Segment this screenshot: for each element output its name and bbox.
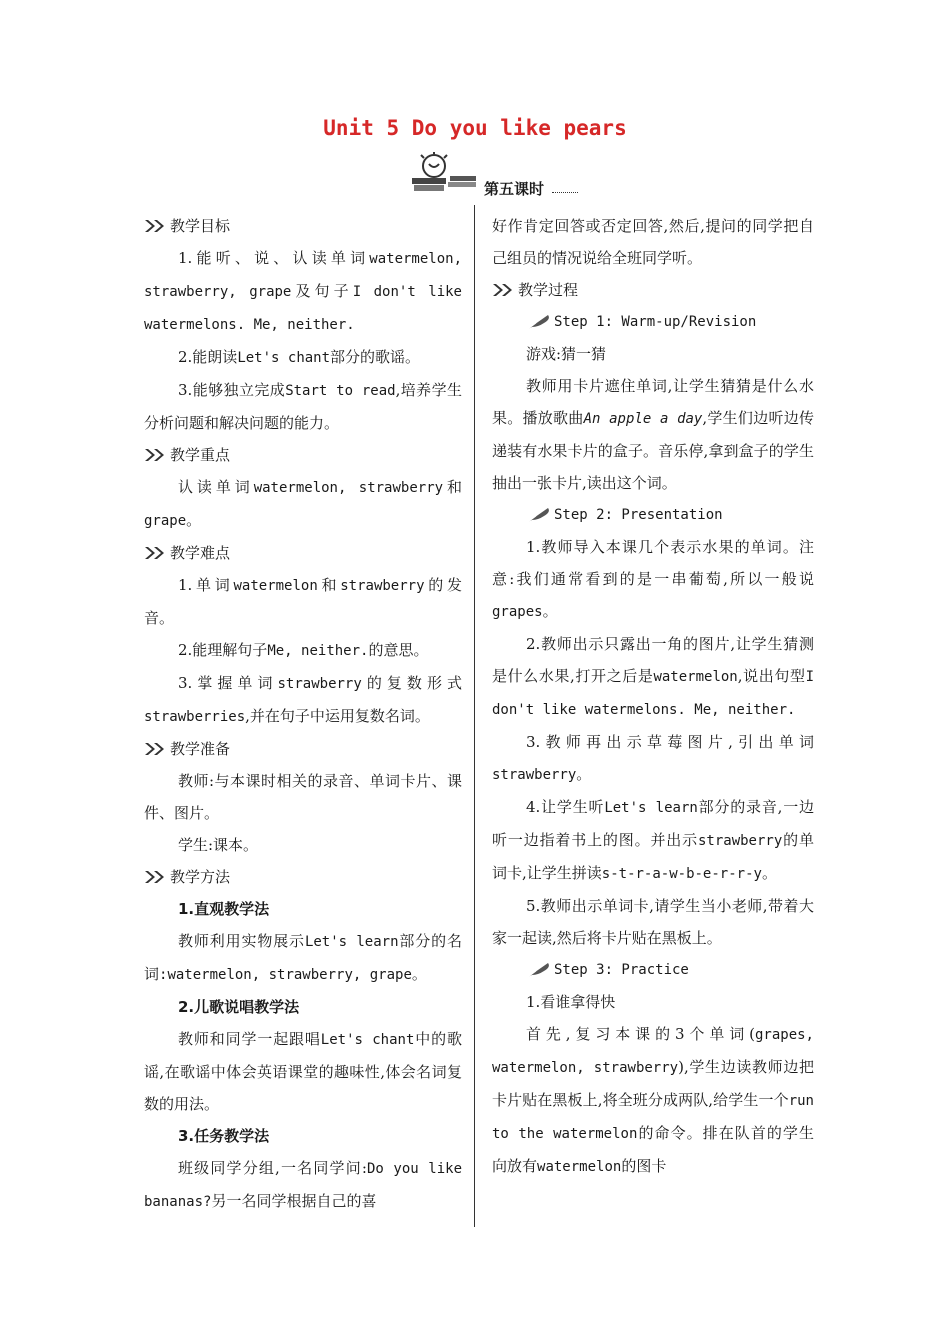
difficulty-1: 1.单词watermelon和strawberry的发音。 — [144, 576, 462, 627]
section-heading-key: 教学重点 — [144, 439, 462, 471]
double-chevron-icon — [144, 448, 168, 462]
method-2-text: 教师和同学一起跟唱Let's chant中的歌谣,在歌谣中体会英语课堂的趣味性,体会名词复数的用法。 — [144, 1030, 462, 1113]
double-chevron-icon — [144, 219, 168, 233]
difficulty-2: 2.能理解句子Me, neither.的意思。 — [178, 641, 429, 659]
step-3-text: 首先,复习本课的3个单词(grapes, watermelon, strawberry),学生边读教师边把卡片贴在黑板上,将全班分成两队,给学生一个run to the watermelon的命令。排在队首的学生向放有watermelon的图卡 — [492, 1025, 814, 1175]
method-1-title: 1.直观教学法 — [178, 900, 270, 918]
section-heading-process: 教学过程 — [492, 274, 814, 306]
double-chevron-icon — [144, 870, 168, 884]
method-3-text: 班级同学分组,一名同学问:Do you like bananas?另一名同学根据自己的喜 — [144, 1159, 463, 1210]
section-heading-prep: 教学准备 — [144, 733, 462, 765]
lightbulb-books-icon — [410, 152, 480, 196]
method-3-continued: 好作肯定回答或否定回答,然后,提问的同学把自己组员的情况说给全班同学听。 — [492, 217, 814, 267]
column-divider — [474, 205, 475, 1227]
method-1-text: 教师利用实物展示Let's learn部分的名词:watermelon, strawberry, grape。 — [144, 932, 462, 983]
game-title: 游戏:猜一猜 — [526, 345, 607, 363]
section-heading-goals: 教学目标 — [144, 210, 462, 242]
right-column — [492, 210, 814, 1183]
lesson-label: 第五课时 — [484, 180, 545, 198]
method-3-title: 3.任务教学法 — [178, 1127, 270, 1145]
lesson-header — [410, 152, 580, 196]
prep-student: 学生:课本。 — [178, 836, 259, 854]
section-heading-method: 教学方法 — [144, 861, 462, 893]
section-heading-difficulty: 教学难点 — [144, 537, 462, 569]
step-2-item-4: 4.让学生听Let's learn部分的录音,一边听一边指着书上的图。并出示strawberry的单词卡,让学生拼读s-t-r-a-w-b-e-r-r-y。 — [492, 798, 814, 882]
step-2-item-2: 2.教师出示只露出一角的图片,让学生猜测是什么水果,打开之后是watermelon,说出句型I don't like watermelons. Me, neither. — [492, 635, 814, 718]
goal-3: 3.能够独立完成Start to read,培养学生分析问题和解决问题的能力。 — [144, 381, 463, 432]
step-2-item-5: 5.教师出示单词卡,请学生当小老师,带着大家一起读,然后将卡片贴在黑板上。 — [492, 897, 814, 947]
double-chevron-icon — [144, 546, 168, 560]
double-chevron-icon — [492, 283, 516, 297]
left-column — [144, 210, 462, 1218]
page-title: Unit 5 Do you like pears — [323, 116, 627, 140]
prep-teacher: 教师:与本课时相关的录音、单词卡片、课件、图片。 — [144, 772, 462, 822]
goal-2: 2.能朗读Let's chant部分的歌谣。 — [178, 348, 421, 366]
step-1-text: 教师用卡片遮住单词,让学生猜猜是什么水果。播放歌曲An apple a day,学生们边听边传递装有水果卡片的盒子。音乐停,拿到盒子的学生抽出一张卡片,读出这个词。 — [492, 377, 814, 492]
quill-icon — [526, 506, 552, 524]
step-2-heading: Step 2: Presentation — [492, 499, 814, 531]
step-3-heading: Step 3: Practice — [492, 954, 814, 986]
quill-icon — [526, 313, 552, 331]
double-chevron-icon — [144, 742, 168, 756]
step-2-item-1: 1.教师导入本课几个表示水果的单词。注意:我们通常看到的是一串葡萄,所以一般说grapes。 — [492, 538, 814, 620]
difficulty-3: 3.掌握单词strawberry的复数形式strawberries,并在句子中运用复数名词。 — [144, 674, 462, 725]
method-2-title: 2.儿歌说唱教学法 — [178, 998, 300, 1016]
step-3-title: 1.看谁拿得快 — [526, 993, 616, 1011]
step-2-item-3: 3.教师再出示草莓图片,引出单词strawberry。 — [492, 733, 814, 783]
key-points: 认读单词watermelon, strawberry和grape。 — [144, 478, 462, 529]
lesson-dots — [552, 192, 578, 193]
quill-icon — [526, 961, 552, 979]
step-1-heading: Step 1: Warm-up/Revision — [492, 306, 814, 338]
goal-1: 1.能听、说、认读单词watermelon, strawberry, grape及句子I don't like watermelons. Me, neither. — [144, 249, 462, 333]
